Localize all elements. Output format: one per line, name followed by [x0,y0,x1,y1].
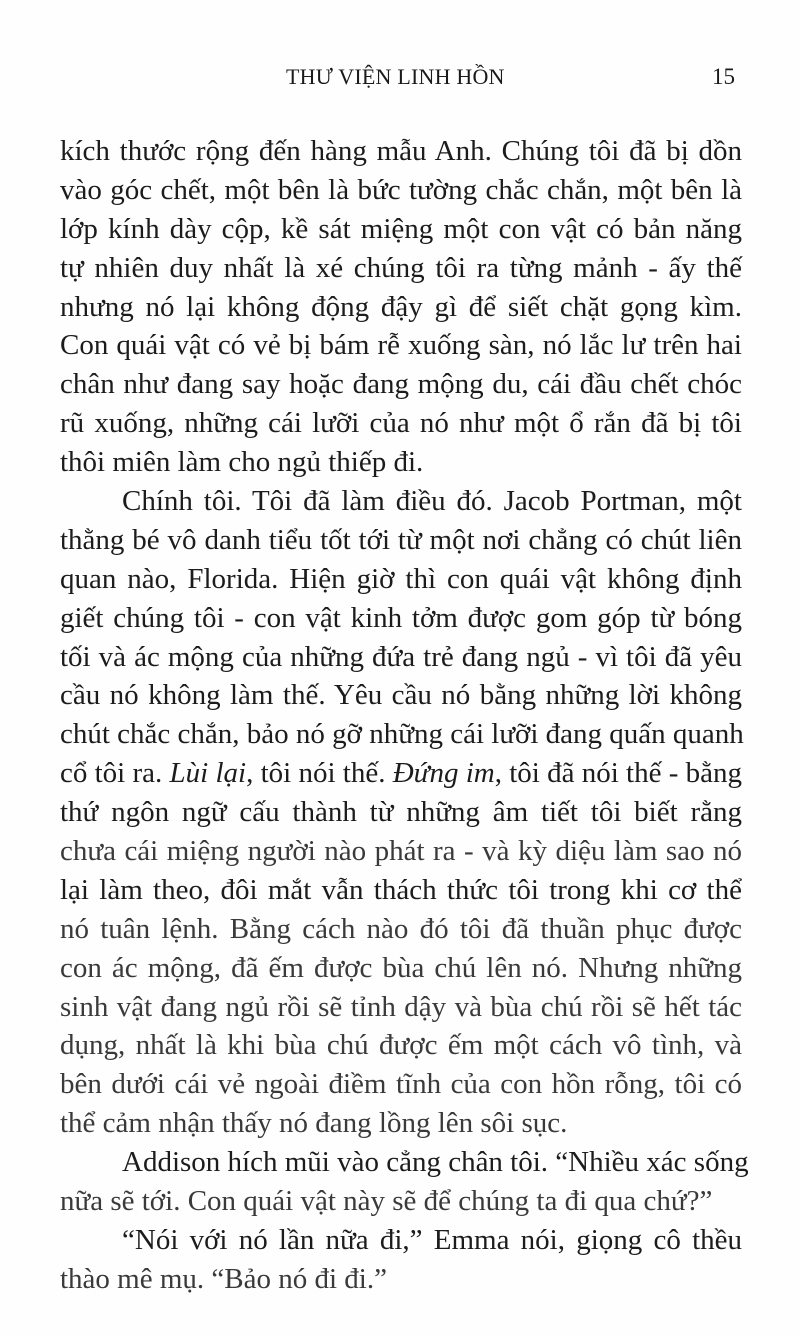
italic-phrase: Lùi lại [169,757,247,790]
text-line: nó tuân lệnh. Bằng cách nào đó tôi đã thuần phục được [60,912,742,945]
text-line: chân như đang say hoặc đang mộng du, cái đầu chết chóc [60,368,742,401]
text-line: giết chúng tôi - con vật kinh tởm được gom góp từ bóng [60,601,742,634]
paragraph-4 [60,1221,742,1299]
page-number: 15 [712,64,735,89]
text-line: bên dưới cái vẻ ngoài điềm tĩnh của con hồn rỗng, tôi có [60,1068,742,1101]
running-header [0,64,800,104]
text-line: dụng, nhất là khi bùa chú được ếm một cách vô tình, và [60,1029,742,1062]
text-line: tối và ác mộng của những đứa trẻ đang ngủ - vì tôi đã yêu [60,640,742,673]
text-line: quan nào, Florida. Hiện giờ thì con quái vật không định [60,562,742,595]
text-line: con ác mộng, đã ếm được bùa chú lên nó. Nhưng những [60,951,742,984]
text-line: thể cảm nhận thấy nó đang lồng lên sôi sục. [60,1107,568,1140]
text-run: , tôi nói thế. [246,757,393,790]
text-line: chút chắc chắn, bảo nó gỡ những cái lưỡi đang quấn quanh [60,718,744,751]
text-line: chưa cái miệng người nào phát ra - và kỳ diệu làm sao nó [60,835,742,868]
text-line: thào mê mụ. “Bảo nó đi đi.” [60,1262,387,1295]
text-line: thôi miên làm cho ngủ thiếp đi. [60,446,424,479]
paragraph-3 [60,1143,749,1221]
text-line: lại làm theo, đôi mắt vẫn thách thức tôi trong khi cơ thể [60,873,742,906]
body-text [60,132,749,1299]
text-run: , tôi đã nói thế - bằng [494,757,742,790]
text-run: cổ tôi ra. [60,757,170,790]
text-line: tự nhiên duy nhất là xé chúng tôi ra từng mảnh - ấy thế [60,251,742,284]
text-line: nữa sẽ tới. Con quái vật này sẽ để chúng ta đi qua chứ?” [60,1185,713,1218]
italic-phrase: Đứng im [392,757,495,790]
text-line: vào góc chết, một bên là bức tường chắc chắn, một bên là [60,173,742,206]
text-line: lớp kính dày cộp, kề sát miệng một con vật có bản năng [60,212,742,245]
text-line: kích thước rộng đến hàng mẫu Anh. Chúng tôi đã bị dồn [60,135,742,167]
text-line: Con quái vật có vẻ bị bám rễ xuống sàn, nó lắc lư trên hai [60,329,742,362]
text-line: “Nói với nó lần nữa đi,” Emma nói, giọng cô thều [122,1223,742,1256]
text-line-with-italics [60,754,742,793]
text-line: sinh vật đang ngủ rồi sẽ tỉnh dậy và bùa chú rồi sẽ hết tác [60,990,742,1023]
text-line: rũ xuống, những cái lưỡi của nó như một ổ rắn đã bị tôi [60,407,742,440]
text-line: thằng bé vô danh tiểu tốt tới từ một nơi chẳng có chút liên [60,523,742,556]
paragraph-2 [60,482,742,1143]
text-line: Chính tôi. Tôi đã làm điều đó. Jacob Portman, một [122,485,742,518]
text-line: Addison hích mũi vào cẳng chân tôi. “Nhiều xác sống [122,1146,749,1179]
running-title: THƯ VIỆN LINH HỒN [286,64,505,89]
text-line: thứ ngôn ngữ cấu thành từ những âm tiết tôi biết rằng [60,796,742,829]
paragraph-1 [60,132,742,482]
text-line: cầu nó không làm thế. Yêu cầu nó bằng những lời không [60,679,742,712]
text-line: nhưng nó lại không động đậy gì để siết chặt gọng kìm. [60,290,742,323]
